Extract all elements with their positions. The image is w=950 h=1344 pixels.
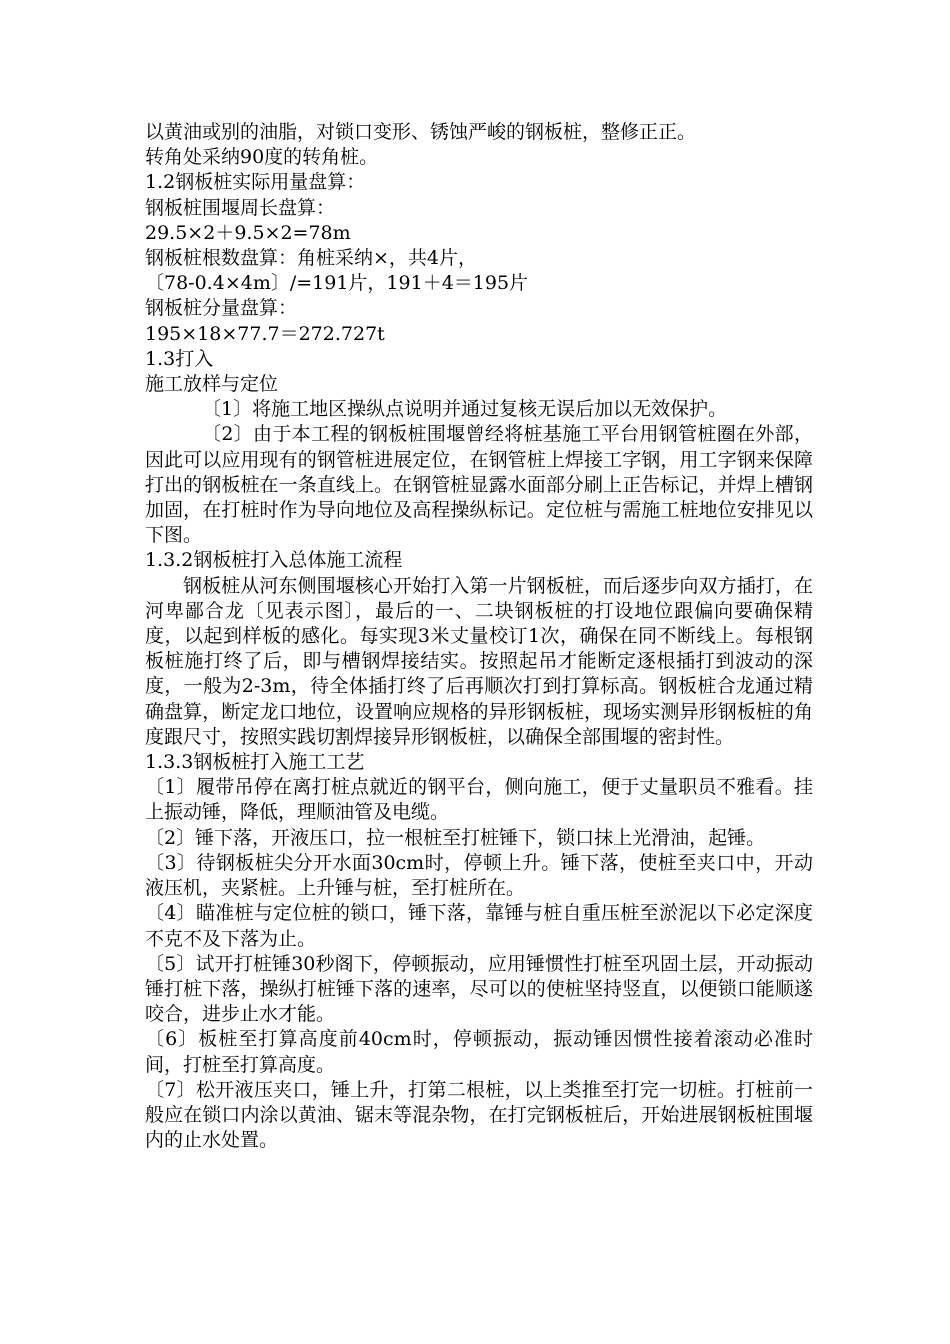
section-heading-1-2: 1.2钢板桩实际用量盘算：	[145, 171, 366, 194]
paragraph-item-1: 〔1〕将施工地区操纵点说明并通过复核无误后加以无效保护。	[202, 398, 728, 421]
paragraph-step-1: 〔1〕履带吊停在离打桩点就近的钢平台，侧向施工，便于丈量职员不雅看。挂上振动锤，降低，理顺油管及电缆。	[145, 776, 813, 824]
paragraph-perimeter-formula: 29.5×2＋9.5×2=78m	[145, 221, 351, 244]
paragraph-step-3: 〔3〕待钢板桩尖分开水面30cm时，停顿上升。锤下落，使桩至夹口中，开动液压机，夹紧桩。上升锤与桩，至打桩所在。	[145, 851, 813, 900]
section-heading-1-3-3: 1.3.3钢板桩打入施工工艺	[145, 751, 365, 774]
paragraph-weight-label: 钢板桩分量盘算：	[145, 297, 298, 320]
paragraph-step-5: 〔5〕试开打桩锤30秒阁下，停顿振动，应用锤惯性打桩至巩固土层，开动振动锤打桩下落，操纵打桩锤下落的速率，尽可以的使桩坚持竖直，以便锁口能顺遂咬合，进步止水才能。	[145, 952, 813, 1026]
section-heading-1-3: 1.3打入	[145, 347, 214, 370]
paragraph-item-2: 〔2〕由于本工程的钢板桩围堰曾经将桩基施工平台用钢管桩圈在外部，因此可以应用现有的钢管桩进展定位，在钢管桩上焊接工字钢，用工字钢来保障打出的钢板桩在一条直线上。在钢管桩显露水面部分刷上正告标记，并焊上槽钢加固，在打桩时作为导向地位及高程操纵标记。定位桩与需施工桩地位安排见以下图。	[145, 423, 813, 547]
paragraph-step-4: 〔4〕瞄准桩与定位桩的锁口，锤下落，靠锤与桩自重压桩至淤泥以下必定深度不克不及下落为止。	[145, 902, 813, 950]
section-heading-1-3-2: 1.3.2钢板桩打入总体施工流程	[145, 549, 403, 572]
document-page	[145, 120, 813, 1153]
subheading-layout-positioning: 施工放样与定位	[145, 373, 279, 396]
paragraph-step-7: 〔7〕松开液压夹口，锤上升，打第二根桩，以上类推至打完一切桩。打桩前一般应在锁口内涂以黄油、锯末等混杂物，在打完钢板桩后，开始进展钢板桩围堰内的止水处置。	[145, 1078, 813, 1152]
paragraph-weight-formula: 195×18×77.7＝272.727t	[145, 322, 385, 345]
paragraph-step-2: 〔2〕锤下落，开液压口，拉一根桩至打桩锤下，锁口抹上光滑油，起锤。	[145, 826, 766, 849]
paragraph-perimeter-label: 钢板桩围堰周长盘算：	[145, 196, 336, 219]
paragraph-overall-process: 钢板桩从河东侧围堰核心开始打入第一片钢板桩，而后逐步向双方插打，在河卑鄙合龙〔见表示图〕，最后的一、二块钢板桩的打设地位跟偏向要确保精度，以起到样板的感化。每实现3米丈量校订1次，确保在同不断线上。每根钢板桩施打终了后，即与槽钢焊接结实。按照起吊才能断定逐根插打到波动的深度，一般为2-3m，待全体插打终了后再顺次打到打算标高。钢板桩合龙通过精确盘算，断定龙口地位，设置响应规格的异形钢板桩，现场实测异形钢板桩的角度跟尺寸，按照实践切割焊接异形钢板桩，以确保全部围堰的密封性。	[145, 574, 813, 748]
paragraph-pile-count-formula: 〔78-0.4×4m〕/=191片，191＋4＝195片	[145, 272, 529, 295]
paragraph-grease-repair: 以黄油或别的油脂，对锁口变形、锈蚀严峻的钢板桩，整修正正。	[145, 121, 697, 143]
paragraph-corner-pile: 转角处采纳90度的转角桩。	[145, 146, 379, 169]
paragraph-step-6: 〔6〕板桩至打算高度前40cm时，停顿振动，振动锤因惯性接着滚动必准时间，打桩至打算高度。	[145, 1028, 813, 1076]
paragraph-pile-count-label: 钢板桩根数盘算：角桩采纳×，共4片，	[145, 247, 478, 270]
